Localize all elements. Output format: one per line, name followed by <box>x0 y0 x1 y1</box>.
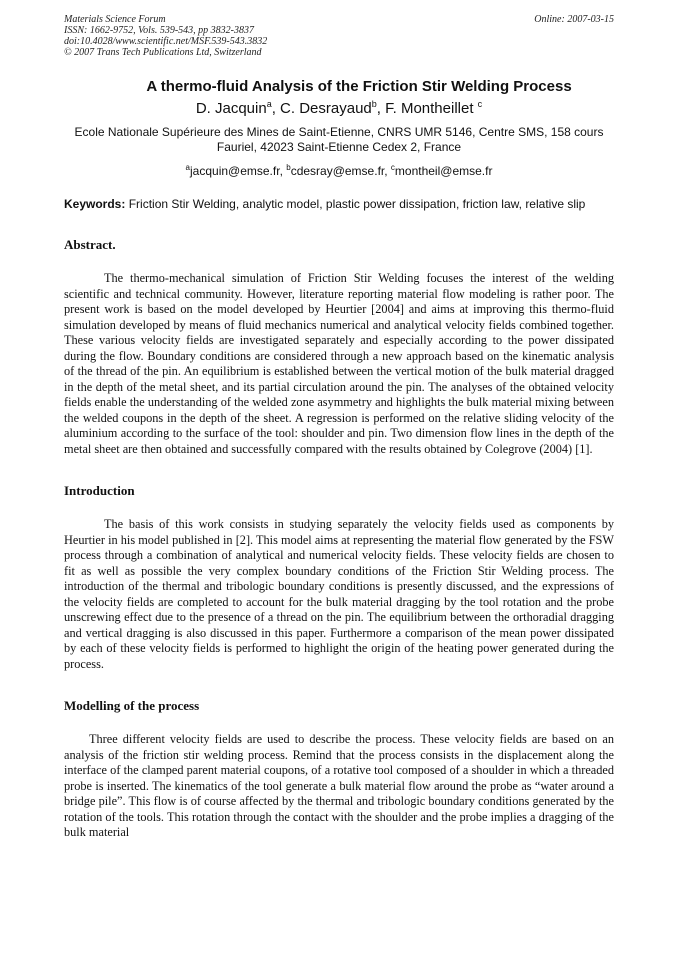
paper-title: A thermo-fluid Analysis of the Friction Stir Welding Process <box>146 78 572 95</box>
email-address[interactable]: montheil@emse.fr <box>394 164 493 178</box>
journal-header <box>64 14 614 58</box>
abstract-text: The thermo-mechanical simulation of Friction Stir Welding focuses the interest of the welding scientific and technical community. However, literature reporting material flow modeling is rather poor. The present work is based on the model developed by Heurtier [2004] and aims at improving this thermo-fluid simulation developed by means of fluid mechanics numerical and analytical velocity fields combined together. These various velocity fields are investigated separately and especially according to the power dissipated during the flow. Boundary conditions are considered through a new approach based on the kinematic analysis of the thread of the pin. An equilibrium is established between the vertical motion of the bulk material dragged in the depth of the metal sheet, and its partial circulation around the pin. The analyses of the obtained velocity fields enable the understanding of the welded zone asymmetry and highlights the bulk material mixing between the welded coupons in the depth of the sheet. A regression is performed on the relative sliding velocity of the aluminium according to the surface of the tool: shoulder and pin. Two dimension flow lines in the depth of the metal sheet are then obtained and successfully compared with the results obtained by Colegrove (2004) [1]. <box>64 271 614 456</box>
email-sup: a <box>185 163 190 172</box>
paper-page <box>64 14 614 841</box>
modelling-text: Three different velocity fields are used to describe the process. These velocity fields are based on an analysis of the friction stir welding process. Remind that the process consists in the displacement along the interface of the clamped parent material coupons, of a rotative tool composed of a shoulder in which a threaded probe is inserted. The kinematics of the tool generate a bulk material flow around the probe as “water around a bridge pile”. This flow is of course affected by the thermal and tribologic boundary conditions generated by the rotation of the tools. This rotation through the contact with the shoulder and the probe implies a dragging of the bulk material <box>64 732 614 839</box>
keywords <box>64 197 614 211</box>
author-name: F. Montheillet <box>385 100 474 117</box>
keywords-text: Friction Stir Welding, analytic model, plastic power dissipation, friction law, relative slip <box>128 197 586 211</box>
abstract-heading: Abstract. <box>64 237 116 252</box>
author-sup: c <box>477 99 483 109</box>
email-address[interactable]: jacquin@emse.fr <box>190 164 280 178</box>
introduction-text: The basis of this work consists in studying separately the velocity fields used as components by Heurtier in his model published in [2]. This model aims at representing the material flow generated by the FSW process through a combination of analytical and numerical velocity fields. These velocity fields are chosen to fit as well as possible the very complex boundary conditions of the Friction Stir Welding process. The introduction of the thermal and tribologic boundary conditions is presently discussed, and the expressions of the velocity fields are completed to account for the bulk material dragging by the tool rotation and the probe unscrewing effect due to the presence of a thread on the pin. The equilibrium between the orthoradial dragging and vertical dragging is also discussed in this paper. Furthermore a comparison of the mean power dissipated by each of these velocity fields is performed to highlight the origin of the heating power generated during the process. <box>64 517 614 671</box>
affiliation: Ecole Nationale Supérieure des Mines de Saint-Etienne, CNRS UMR 5146, Centre SMS, 158 cours Fauriel, 42023 Saint-Etienne Cedex 2, France <box>74 125 604 154</box>
introduction-heading: Introduction <box>64 483 135 498</box>
author-name: C. Desrayaud <box>280 100 372 117</box>
journal-copyright: © 2007 Trans Tech Publications Ltd, Switzerland <box>64 47 262 58</box>
email-address[interactable]: cdesray@emse.fr <box>290 164 385 178</box>
journal-name: Materials Science Forum <box>64 14 166 25</box>
online-date: Online: 2007-03-15 <box>534 14 614 25</box>
email-sup: b <box>286 163 291 172</box>
email-sup: c <box>390 163 395 172</box>
modelling-heading: Modelling of the process <box>64 698 200 713</box>
keywords-label: Keywords: <box>64 197 126 211</box>
email-list: $^a$jacquin@emse.fr, $^b$cdesray@emse.fr, $^c$montheil@emse.fr <box>185 163 493 178</box>
author-sup: a <box>266 99 272 109</box>
author-list: D. Jacquin$^a$, C. Desrayaud$^b$, F. Montheillet $^c$ <box>195 99 483 117</box>
author-name: D. Jacquin <box>195 100 267 117</box>
journal-doi: doi:10.4028/www.scientific.net/MSF.539-543.3832 <box>64 36 268 47</box>
author-sup: b <box>371 99 377 109</box>
journal-issn: ISSN: 1662-9752, Vols. 539-543, pp 3832-3837 <box>64 25 254 36</box>
